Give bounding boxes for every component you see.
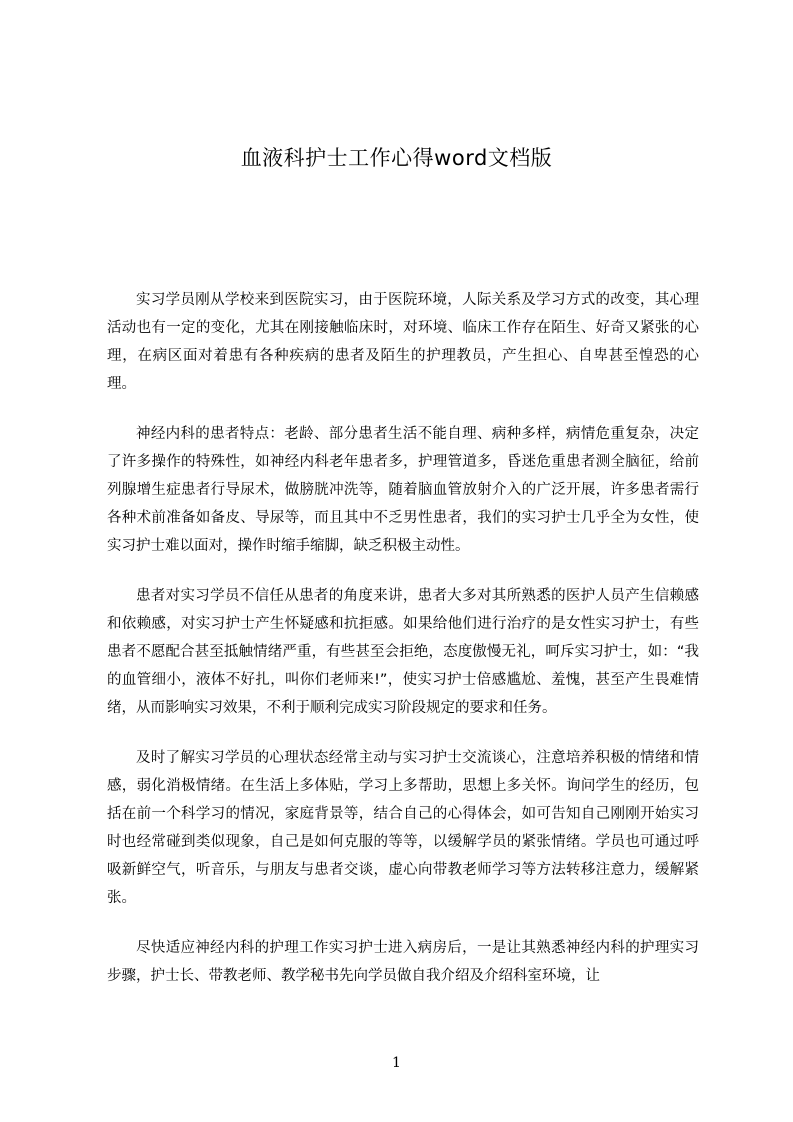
document-title: 血液科护士工作心得word文档版 [240, 146, 553, 170]
paragraph-3: 患者对实习学员不信任从患者的角度来讲，患者大多对其所熟悉的医护人员产生信赖感和依赖感，对实习护士产生怀疑感和抗拒感。如果给他们进行治疗的是女性实习护士，有些患者不愿配合甚至抵触情绪严重，有些甚至会拒绝，态度傲慢无礼，呵斥实习护士，如：“我的血管细小，液体不好扎，叫你们老师来!”，使实习护士倍感尴尬、羞愧，甚至产生畏难情绪，从而影响实习效果，不利于顺利完成实习阶段规定的要求和任务。 [107, 588, 699, 716]
paragraph-1: 实习学员刚从学校来到医院实习，由于医院环境，人际关系及学习方式的改变，其心理活动也有一定的变化，尤其在刚接触临床时，对环境、临床工作存在陌生、好奇又紧张的心理，在病区面对着患有各种疾病的患者及陌生的护理教员，产生担心、自卑甚至惶恐的心理。 [107, 292, 699, 392]
page-number: 1 [392, 1055, 401, 1071]
paragraph-4: 及时了解实习学员的心理状态经常主动与实习护士交流谈心，注意培养积极的情绪和情感，弱化消极情绪。在生活上多体贴，学习上多帮助，思想上多关怀。询问学生的经历，包括在前一个科学习的情况，家庭背景等，结合自己的心得体会，如可告知自己刚刚开始实习时也经常碰到类似现象，自己是如何克服的等等，以缓解学员的紧张情绪。学员也可通过呼吸新鲜空气，听音乐，与朋友与患者交谈，虚心向带教老师学习等方法转移注意力，缓解紧张。 [107, 750, 699, 906]
document-body [107, 286, 699, 1012]
paragraph-2: 神经内科的患者特点：老龄、部分患者生活不能自理、病种多样，病情危重复杂，决定了许多操作的特殊性，如神经内科老年患者多，护理管道多，昏迷危重患者测全脑征，给前列腺增生症患者行导尿术，做膀胱冲洗等，随着脑血管放射介入的广泛开展，许多患者需行各种术前准备如备皮、导尿等，而且其中不乏男性患者，我们的实习护士几乎全为女性，使实习护士难以面对，操作时缩手缩脚，缺乏积极主动性。 [107, 426, 699, 554]
paragraph-5: 尽快适应神经内科的护理工作实习护士进入病房后，一是让其熟悉神经内科的护理实习步骤，护士长、带教老师、教学秘书先向学员做自我介绍及介绍科室环境，让 [107, 940, 699, 984]
